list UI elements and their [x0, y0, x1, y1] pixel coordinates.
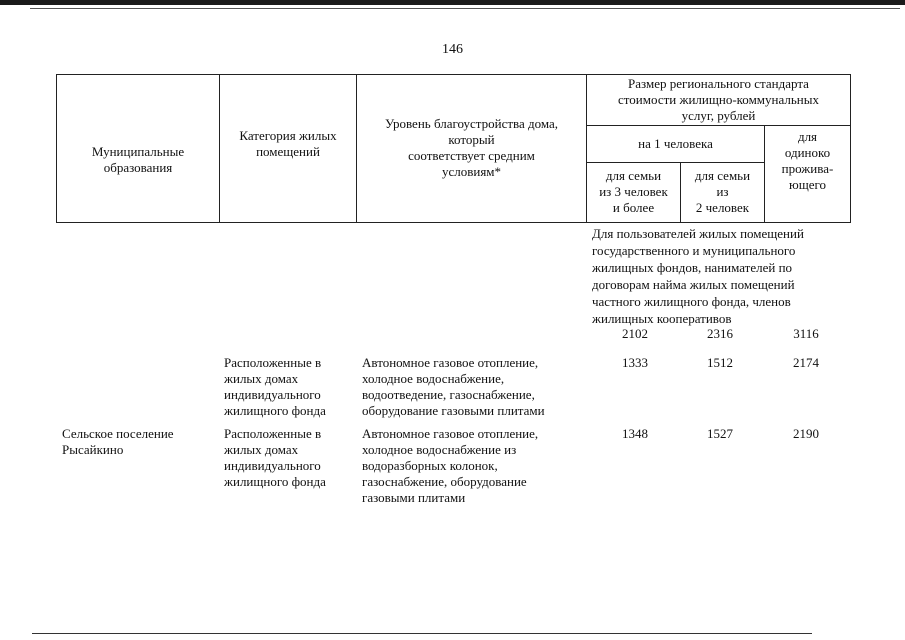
- row-level: Автономное газовое отопление, холодное водоснабжение из водоразборных колонок, газоснабжение, оборудование газовыми плитами: [362, 426, 539, 505]
- value-family3: 1348: [622, 426, 648, 441]
- header-municipal: Муниципальные образования: [91, 144, 185, 175]
- header-single: для одиноко прожива- ющего: [781, 129, 834, 192]
- value-family3: 2102: [622, 326, 648, 341]
- value-family3: 1333: [622, 355, 648, 370]
- row-municipality: Сельское поселение Рысайкино: [62, 426, 174, 457]
- header-per-person: на 1 человека: [638, 136, 713, 151]
- value-family2: 2316: [707, 326, 733, 341]
- header-family3: для семьи из 3 человек и более: [599, 168, 668, 215]
- value-family2: 1512: [707, 355, 733, 370]
- row-category: Расположенные в жилых домах индивидуального жилищного фонда: [224, 355, 326, 418]
- header-standard: Размер регионального стандарта стоимости жилищно-коммунальных услуг, рублей: [618, 76, 819, 123]
- header-family2: для семьи из 2 человек: [694, 168, 751, 215]
- top-border: [0, 0, 905, 5]
- value-single: 3116: [793, 326, 819, 341]
- header-category: Категория жилых помещений: [239, 128, 337, 159]
- row-category: Расположенные в жилых домах индивидуального жилищного фонда: [224, 426, 326, 489]
- value-family2: 1527: [707, 426, 733, 441]
- row-level: Автономное газовое отопление, холодное водоснабжение, водоотведение, газоснабжение, оборудование газовыми плитами: [362, 355, 545, 418]
- section-note: Для пользователей жилых помещений государственного и муниципального жилищных фондов, нанимателей по договорам найма жилых помещений частного жилищного фонда, членов жилищных кооперативов: [592, 226, 804, 326]
- value-single: 2190: [793, 426, 819, 441]
- bottom-rule: [32, 633, 812, 634]
- page-number: 146: [442, 42, 463, 57]
- value-single: 2174: [793, 355, 819, 370]
- header-level: Уровень благоустройства дома, который соответствует средним условиям*: [384, 116, 559, 179]
- top-rule: [30, 8, 900, 9]
